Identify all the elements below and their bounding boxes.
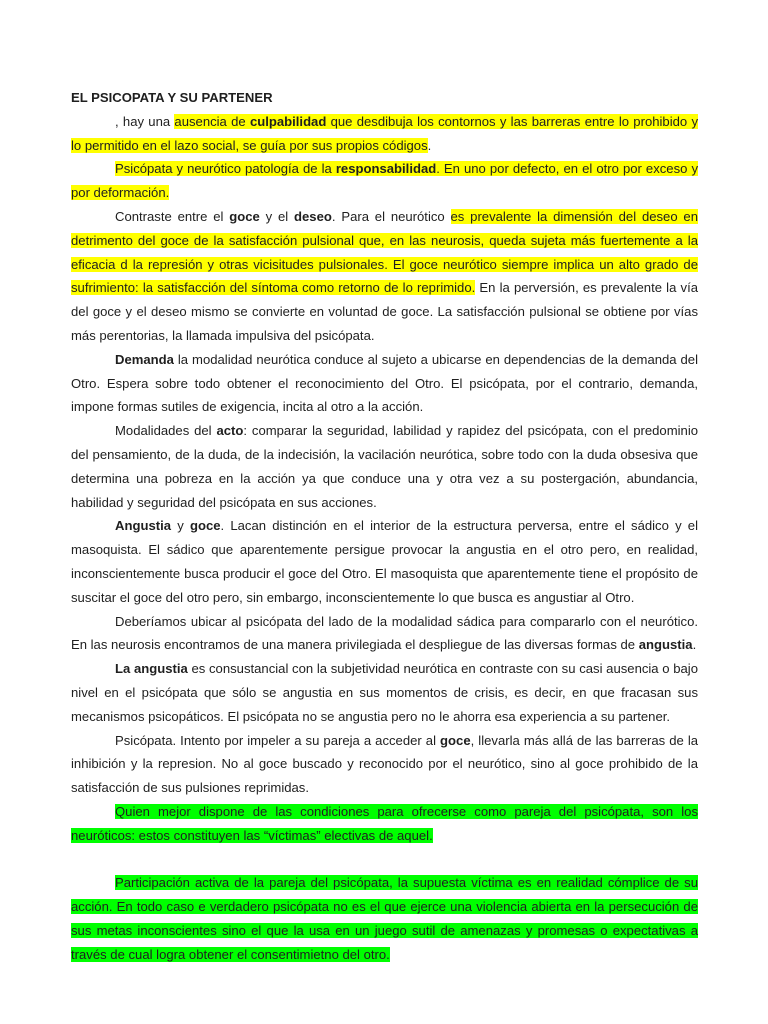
paragraph-7 bbox=[71, 610, 698, 658]
text-run: ausencia de bbox=[174, 113, 250, 129]
paragraph-10 bbox=[71, 800, 698, 848]
bold-term: culpabilidad bbox=[249, 113, 327, 129]
blank-line bbox=[71, 848, 698, 872]
text-run: la modalidad neurótica conduce al sujeto a ubicarse en dependencias de la demanda del Otro. Espera sobre todo obtener el reconocimiento del Otro. El psicópata, por el contrario, demanda, impone formas sutiles de exigencia, incita al otro a la acción. bbox=[71, 351, 698, 415]
text-run: y el bbox=[259, 208, 295, 224]
document-title: EL PSICOPATA Y SU PARTENER bbox=[71, 90, 273, 105]
bold-term: responsabilidad bbox=[335, 161, 437, 177]
text-run: Contraste entre el bbox=[115, 208, 230, 224]
text-run: Modalidades del bbox=[115, 423, 217, 439]
bold-term: angustia bbox=[638, 637, 693, 653]
highlight-green: Quien mejor dispone de las condiciones para ofrecerse como pareja del psicópata, son los neuróticos: estos constituyen las “víctimas” electivas de aquel. bbox=[71, 803, 698, 843]
text-run: : comparar la seguridad, labilidad y rapidez del psicópata, con el predominio del pensamiento, de la duda, de la indecisión, la vacilación neurótica, sobre todo con la duda obsesiva que determina una pobreza en la acción ya que conduce una y otra vez a su postergación, abundancia, habilidad y seguridad del psicópata en sus acciones. bbox=[71, 423, 699, 510]
paragraph-8 bbox=[71, 657, 698, 728]
highlight-yellow bbox=[71, 161, 698, 200]
text-run: . Para el neurótico bbox=[331, 208, 451, 224]
bold-term: acto bbox=[216, 423, 244, 439]
bold-term: La angustia bbox=[115, 661, 188, 677]
text-run: . bbox=[427, 137, 432, 153]
bold-term: goce bbox=[189, 518, 221, 534]
text-run: Psicópata y neurótico patología de la bbox=[115, 161, 336, 177]
text-run: , llevarla más allá de las barreras de la inhibición y la represion. No al goce buscado y reconocido por el neurótico, sino al goce prohibido de la satisfacción de sus pulsiones reprimidas. bbox=[71, 732, 699, 796]
bold-term: Angustia bbox=[115, 518, 172, 534]
bold-term: deseo bbox=[294, 208, 332, 224]
highlight-green: Participación activa de la pareja del psicópata, la supuesta víctima es en realidad cómplice de su acción. En todo caso e verdadero psicópata no es el que ejerce una violencia abierta en la persecución de sus metas inconscientes sino el que la usa en un juego sutil de amenazas y promesas o expectativas a través de cual logra obtener el consentimietno del otro. bbox=[71, 875, 698, 962]
bold-term: goce bbox=[229, 208, 260, 224]
text-run: y bbox=[171, 518, 190, 534]
document-body bbox=[71, 86, 698, 966]
text-run: , hay una bbox=[115, 113, 175, 129]
paragraph-6 bbox=[71, 514, 698, 609]
text-run: Deberíamos ubicar al psicópata del lado de la modalidad sádica para compararlo con el neurótico. En las neurosis encontramos de una manera privilegiada el despliegue de las diversas formas de bbox=[71, 613, 698, 653]
paragraph-9 bbox=[71, 729, 698, 800]
text-run: Psicópata. Intento por impeler a su pareja a acceder al bbox=[115, 732, 441, 748]
text-run: En la perversión, es prevalente la vía del goce y el deseo mismo se convierte en voluntad de goce. La satisfacción pulsional se obtiene por vías más perentorias, la llamada impulsiva del psicópata. bbox=[71, 280, 698, 343]
paragraph-5 bbox=[71, 419, 698, 514]
text-run: es consustancial con la subjetividad neurótica en contraste con su casi ausencia o bajo nivel en el psicópata que sólo se angustia en sus momentos de crisis, es decir, en que fracasan sus mecanismos psicopáticos. El psicópata no se angustia pero no le ahorra esa experiencia a su partener. bbox=[71, 661, 698, 724]
text-run: . Lacan distinción en el interior de la estructura perversa, entre el sádico y el masoquista. El sádico que aparentemente persigue provocar la angustia en el otro pero, en realidad, inconscientemente busca producir el goce del Otro. El masoquista que aparentemente tiene el propósito de suscitar el goce del otro pero, sin embargo, inconscientemente lo que busca es angustiar al Otro. bbox=[71, 518, 698, 605]
bold-term: Demanda bbox=[115, 351, 174, 367]
paragraph-11 bbox=[71, 871, 698, 966]
text-run: que desdibuja los contornos y las barreras entre lo prohibido y lo permitido en el lazo social, se guía por sus propios códigos bbox=[71, 113, 698, 153]
bold-term: goce bbox=[440, 732, 471, 748]
highlight-yellow: es prevalente la dimensión del deseo en detrimento del goce de la satisfacción pulsional que, en las neurosis, queda sujeta más fuertemente a la eficacia d la represión y otras vicisitudes pulsionales. El goce neurótico siempre implica un alto grado de sufrimiento: la satisfacción del síntoma como retorno de lo reprimido. bbox=[71, 208, 699, 296]
paragraph-1 bbox=[71, 110, 698, 158]
text-run: . En uno por defecto, en el otro por exceso y por deformación. bbox=[71, 161, 699, 201]
text-run: . bbox=[692, 637, 697, 653]
paragraph-3 bbox=[71, 205, 698, 348]
paragraph-4 bbox=[71, 348, 698, 419]
paragraph-2 bbox=[71, 157, 698, 205]
